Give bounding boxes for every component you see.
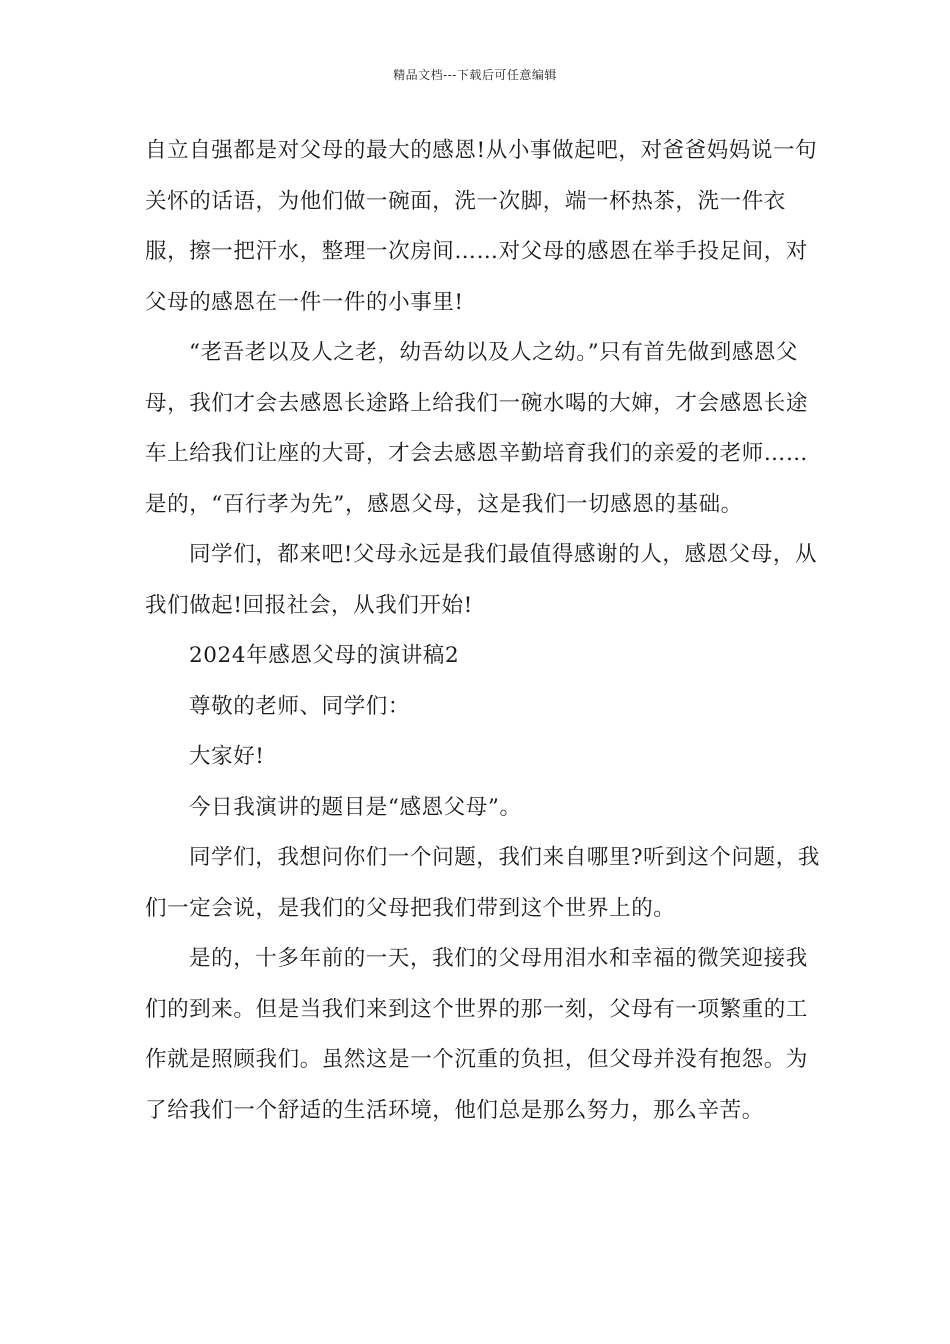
page-header: 精品文档---下载后可任意编辑 [393, 68, 557, 82]
paragraph-parents: 是的，十多年前的一天，我们的父母用泪水和幸福的微笑迎接我们的到来。但是当我们来到这个世界的那一刻，父母有一项繁重的工作就是照顾我们。虽然这是一个沉重的负担，但父母并没有抱怨。为了给我们一个舒适的生活环境，他们总是那么努力，那么辛苦。 [145, 946, 809, 1123]
paragraph-continuation: 自立自强都是对父母的最大的感恩!从小事做起吧，对爸爸妈妈说一句关怀的话语，为他们做一碗面，洗一次脚，端一杯热茶，洗一件衣服，擦一把汗水，整理一次房间……对父母的感恩在举手投足间，对父母的感恩在一件一件的小事里! [145, 138, 818, 315]
salutation: 尊敬的老师、同学们： [189, 693, 411, 719]
paragraph-closing: 同学们，都来吧!父母永远是我们最值得感谢的人，感恩父母，从我们做起!回报社会，从我们开始! [145, 542, 818, 618]
paragraph-question: 同学们，我想问你们一个问题，我们来自哪里?听到这个问题，我们一定会说，是我们的父母把我们带到这个世界上的。 [145, 845, 820, 921]
speech-topic: 今日我演讲的题目是“感恩父母”。 [189, 794, 522, 820]
paragraph-quote: “老吾老以及人之老，幼吾幼以及人之幼。”只有首先做到感恩父母，我们才会去感恩长途路上给我们一碗水喝的大婶，才会感恩长途车上给我们让座的大哥，才会去感恩辛勤培育我们的亲爱的老师……是的，“百行孝为先”，感恩父母，这是我们一切感恩的基础。 [145, 340, 809, 517]
document-body [145, 126, 825, 1136]
section-title: 2024年感恩父母的演讲稿2 [189, 643, 460, 668]
greeting: 大家好! [189, 744, 265, 769]
